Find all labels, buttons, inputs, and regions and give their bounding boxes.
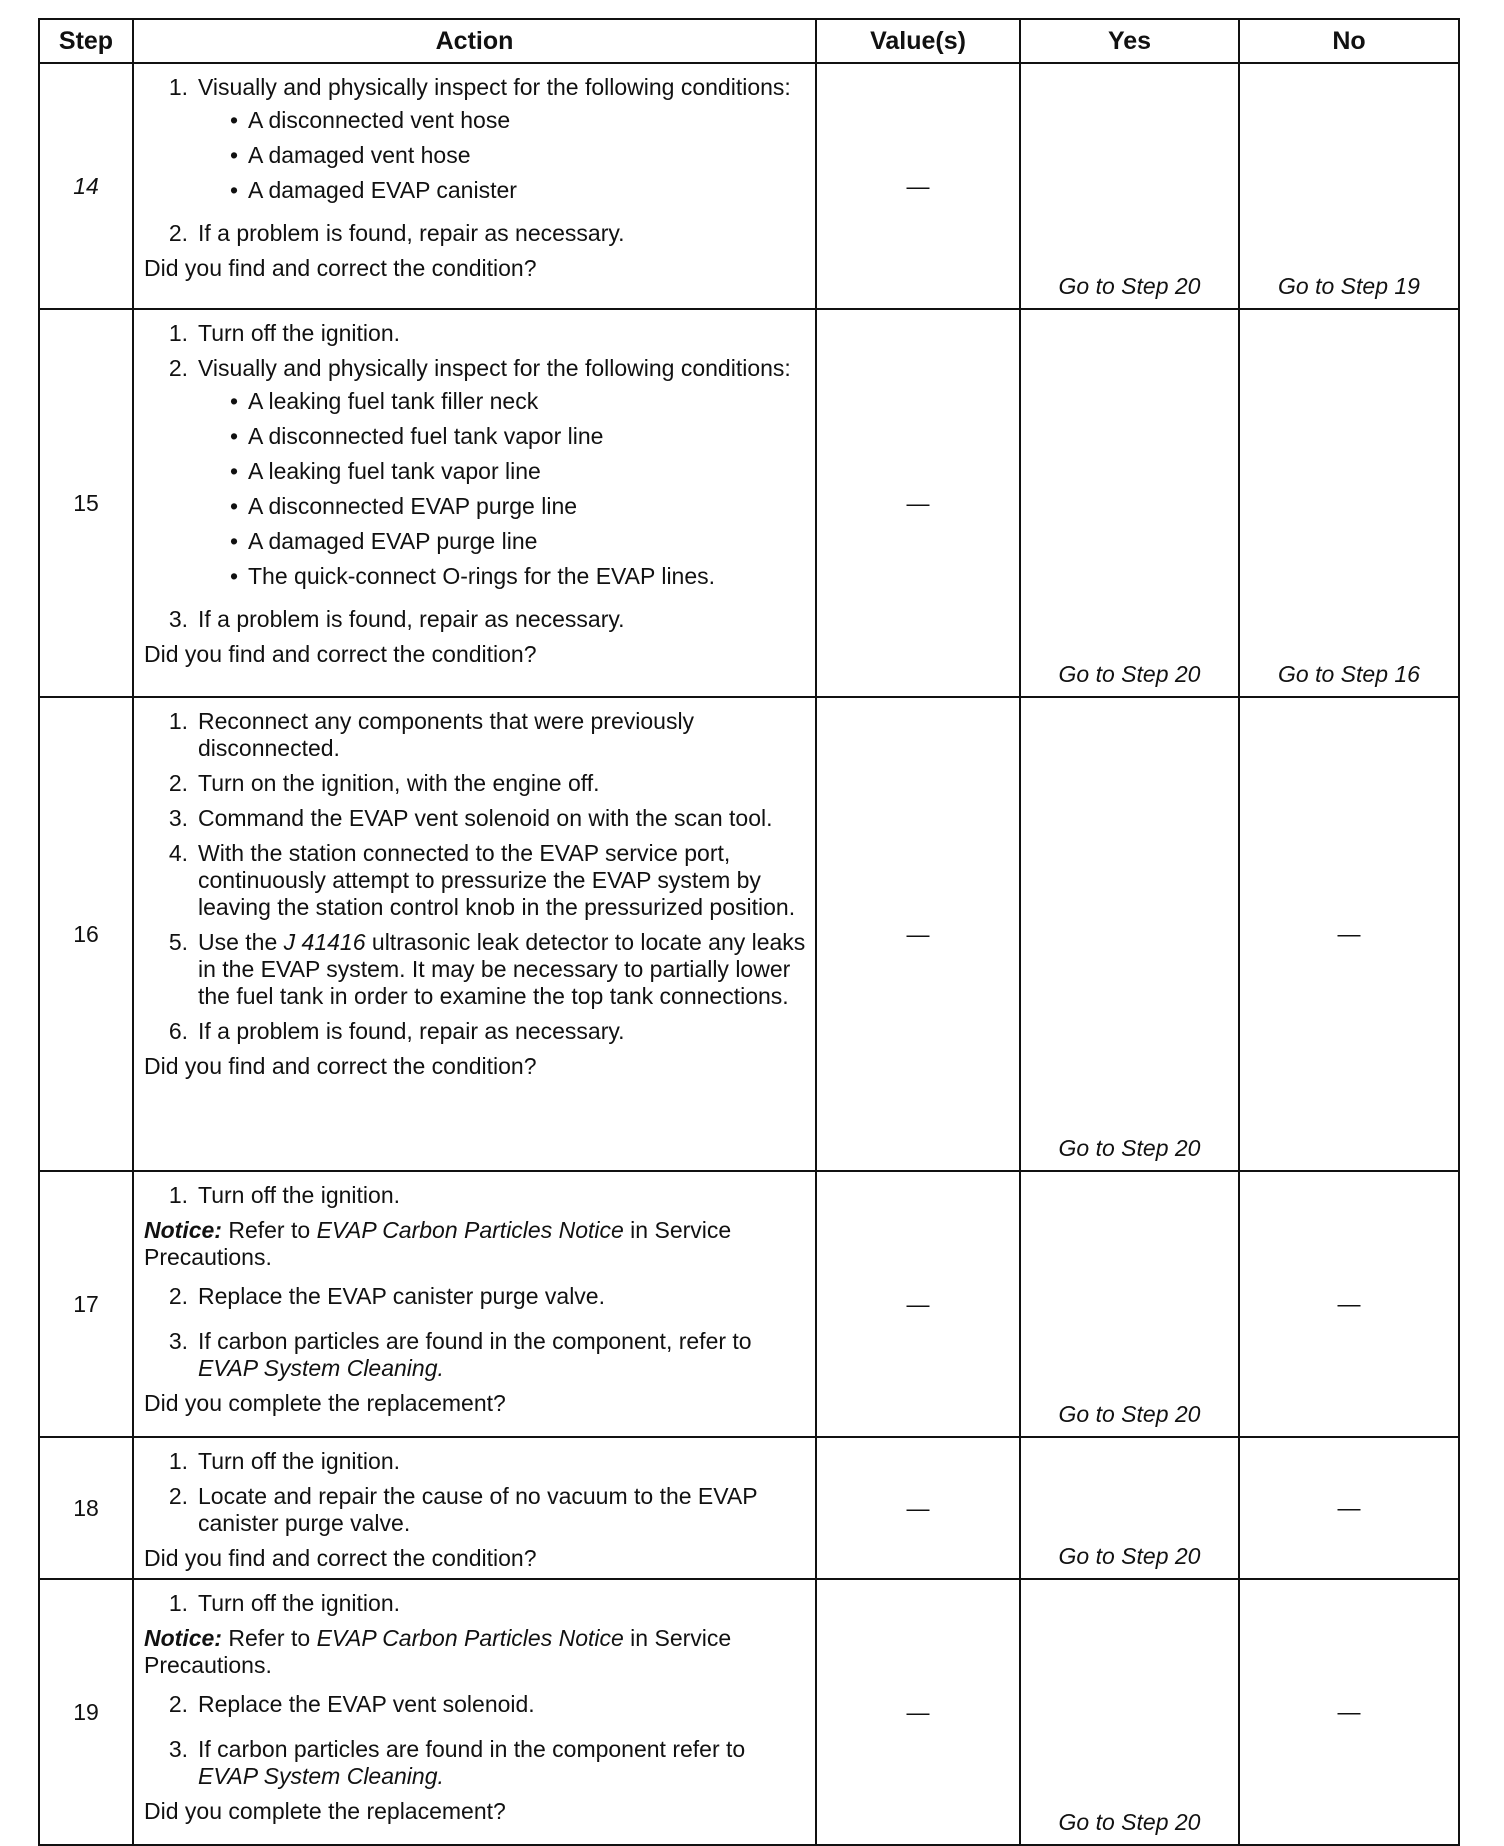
no-dash: — [1337, 1494, 1361, 1521]
table-row [39, 63, 1459, 309]
value-cell: — [816, 63, 1020, 309]
question-text: Did you find and correct the condition? [144, 255, 537, 281]
condition-text: A disconnected vent hose [248, 107, 511, 133]
action-cell [133, 1171, 816, 1437]
bullet: • [229, 107, 238, 133]
header-values: Value(s) [816, 19, 1020, 63]
yes-goto: Go to Step 20 [1058, 1135, 1201, 1161]
step-number: 14 [39, 63, 133, 309]
value-cell: — [816, 697, 1020, 1171]
notice [144, 1625, 809, 1679]
no-cell [1239, 1437, 1459, 1579]
table-row [39, 697, 1459, 1171]
item-number: 1. [168, 1448, 188, 1474]
condition-text: A disconnected fuel tank vapor line [248, 423, 604, 449]
item-number: 1. [168, 1590, 188, 1616]
question-text: Did you complete the replacement? [144, 1390, 506, 1416]
bullet: • [229, 388, 238, 414]
tool-reference: J 41416 [283, 929, 366, 955]
action-text: Turn off the ignition. [198, 320, 401, 346]
item-number: 1. [168, 1182, 188, 1208]
no-dash: — [1337, 1698, 1361, 1725]
table-row [39, 309, 1459, 697]
notice-text: Refer to [221, 1625, 317, 1651]
action-text: If a problem is found, repair as necessary. [198, 220, 625, 246]
yes-goto: Go to Step 20 [1058, 1401, 1201, 1427]
notice-label: Notice: [144, 1217, 222, 1243]
item-number: 5. [168, 929, 188, 955]
action-text: Turn off the ignition. [198, 1182, 401, 1208]
item-number: 2. [168, 1483, 188, 1509]
header-no: No [1239, 19, 1459, 63]
item-number: 2. [168, 770, 188, 796]
action-cell [133, 309, 816, 697]
action-text: If a problem is found, repair as necessary. [198, 606, 625, 632]
no-cell [1239, 697, 1459, 1171]
condition-text: The quick-connect O-rings for the EVAP lines. [248, 563, 716, 589]
action-text: With the station connected to the EVAP service port, continuously attempt to pressurize the EVAP system by leaving the station control knob in the pressurized position. [198, 840, 796, 920]
item-number: 2. [168, 1283, 188, 1309]
step-number: 16 [39, 697, 133, 1171]
notice-reference: EVAP Carbon Particles Notice [316, 1625, 624, 1651]
condition-text: A leaking fuel tank vapor line [248, 458, 541, 484]
action-cell [133, 697, 816, 1171]
step-number: 18 [39, 1437, 133, 1579]
item-number: 3. [168, 606, 188, 632]
bullet: • [229, 528, 238, 554]
value-cell: — [816, 1171, 1020, 1437]
item-number: 2. [168, 355, 188, 381]
table-row [39, 1171, 1459, 1437]
action-text: If carbon particles are found in the component, refer to [198, 1328, 752, 1354]
yes-cell [1020, 1437, 1239, 1579]
header-yes: Yes [1020, 19, 1239, 63]
action-text: Turn off the ignition. [198, 1448, 401, 1474]
value-cell: — [816, 1437, 1020, 1579]
procedure-reference: EVAP System Cleaning. [198, 1355, 444, 1381]
notice-label: Notice: [144, 1625, 222, 1651]
action-text: Turn on the ignition, with the engine off. [198, 770, 600, 796]
no-cell [1239, 63, 1459, 309]
question-text: Did you find and correct the condition? [144, 1545, 537, 1571]
action-cell [133, 63, 816, 309]
action-text: Replace the EVAP canister purge valve. [198, 1283, 605, 1309]
bullet: • [229, 142, 238, 168]
action-text: Visually and physically inspect for the following conditions: [198, 355, 791, 381]
item-number: 3. [168, 1736, 188, 1762]
header-step: Step [39, 19, 133, 63]
value-cell: — [816, 1579, 1020, 1845]
action-text: ultrasonic leak detector to locate any leaks in the EVAP system. It may be necessary to partially lower the fuel tank in order to examine the top tank connections. [198, 929, 806, 1009]
yes-cell [1020, 1171, 1239, 1437]
header-row [39, 19, 1459, 63]
bullet: • [229, 423, 238, 449]
yes-cell [1020, 1579, 1239, 1845]
no-cell [1239, 1579, 1459, 1845]
step-number: 19 [39, 1579, 133, 1845]
yes-cell [1020, 63, 1239, 309]
action-text: Replace the EVAP vent solenoid. [198, 1691, 535, 1717]
item-number: 4. [168, 840, 188, 866]
action-text: Use the [198, 929, 284, 955]
action-text: Command the EVAP vent solenoid on with the scan tool. [198, 805, 773, 831]
step-number: 15 [39, 309, 133, 697]
no-goto: Go to Step 19 [1278, 273, 1420, 299]
yes-cell [1020, 309, 1239, 697]
question-text: Did you find and correct the condition? [144, 641, 537, 667]
item-number: 1. [168, 708, 188, 734]
bullet: • [229, 177, 238, 203]
no-goto: Go to Step 16 [1278, 661, 1420, 687]
action-text: Locate and repair the cause of no vacuum to the EVAP canister purge valve. [198, 1483, 758, 1536]
notice [144, 1217, 809, 1271]
question-text: Did you complete the replacement? [144, 1798, 506, 1824]
yes-goto: Go to Step 20 [1058, 661, 1201, 687]
no-cell [1239, 1171, 1459, 1437]
value-cell: — [816, 309, 1020, 697]
yes-goto: Go to Step 20 [1058, 273, 1201, 299]
bullet: • [229, 458, 238, 484]
yes-cell [1020, 697, 1239, 1171]
no-dash: — [1337, 920, 1361, 947]
yes-goto: Go to Step 20 [1058, 1809, 1201, 1835]
action-cell [133, 1437, 816, 1579]
bullet: • [229, 563, 238, 589]
no-cell [1239, 309, 1459, 697]
condition-text: A damaged EVAP purge line [248, 528, 538, 554]
action-text: Visually and physically inspect for the following conditions: [198, 74, 791, 100]
diagnostic-table-container [38, 18, 1458, 1846]
item-number: 2. [168, 220, 188, 246]
notice-reference: EVAP Carbon Particles Notice [316, 1217, 624, 1243]
action-text: If carbon particles are found in the component refer to [198, 1736, 746, 1762]
notice-text: Refer to [221, 1217, 317, 1243]
condition-text: A damaged vent hose [248, 142, 471, 168]
header-action: Action [133, 19, 816, 63]
item-number: 1. [168, 74, 188, 100]
action-text: Reconnect any components that were previously disconnected. [198, 708, 695, 761]
notice-text: in Service Precautions. [144, 1217, 732, 1270]
step-number: 17 [39, 1171, 133, 1437]
action-cell [133, 1579, 816, 1845]
action-text: If a problem is found, repair as necessary. [198, 1018, 625, 1044]
item-number: 3. [168, 1328, 188, 1354]
question-text: Did you find and correct the condition? [144, 1053, 537, 1079]
yes-goto: Go to Step 20 [1058, 1543, 1201, 1569]
no-dash: — [1337, 1290, 1361, 1317]
item-number: 1. [168, 320, 188, 346]
table-row [39, 1579, 1459, 1845]
item-number: 2. [168, 1691, 188, 1717]
item-number: 3. [168, 805, 188, 831]
bullet: • [229, 493, 238, 519]
procedure-reference: EVAP System Cleaning. [198, 1763, 444, 1789]
action-text: Turn off the ignition. [198, 1590, 401, 1616]
diagnostic-table [38, 18, 1460, 1846]
condition-text: A disconnected EVAP purge line [248, 493, 578, 519]
table-row [39, 1437, 1459, 1579]
notice-text: in Service Precautions. [144, 1625, 732, 1678]
item-number: 6. [168, 1018, 188, 1044]
condition-text: A damaged EVAP canister [248, 177, 517, 203]
condition-text: A leaking fuel tank filler neck [248, 388, 539, 414]
